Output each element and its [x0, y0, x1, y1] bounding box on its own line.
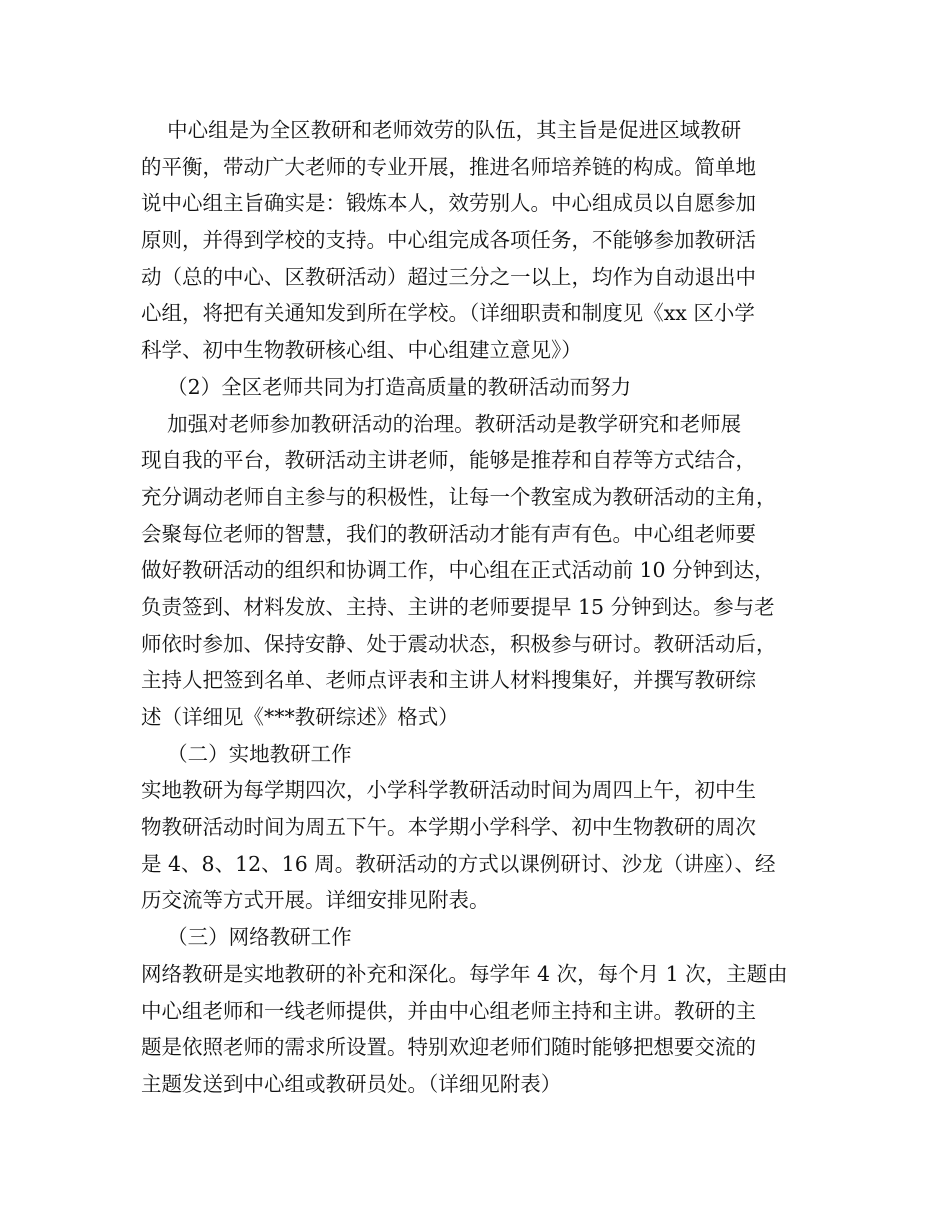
text-line: （2）全区老师共同为打造高质量的教研活动而努力: [141, 374, 632, 399]
text-line: 题是依照老师的需求所设置。特别欢迎老师们随时能够把想要交流的: [141, 1035, 756, 1060]
text-line: 科学、初中生物教研核心组、中心组建立意见》）: [141, 338, 582, 363]
text-line: 历交流等方式开展。详细安排见附表。: [141, 888, 490, 913]
text-line: 网络教研是实地教研的补充和深化。每学年 4 次，每个月 1 次，主题由: [141, 961, 788, 986]
text-line: 是 4、8、12、16 周。教研活动的方式以课例研讨、沙龙（讲座）、经: [141, 851, 776, 876]
text-line: 述（详细见《***教研综述》格式）: [141, 705, 459, 729]
text-line: 说中心组主旨确实是：锻炼本人，效劳别人。中心组成员以自愿参加: [141, 191, 756, 216]
text-line: 实地教研为每学期四次，小学科学教研活动时间为周四上午，初中生: [141, 778, 756, 803]
text-line: 做好教研活动的组织和协调工作，中心组在正式活动前 10 分钟到达，: [141, 558, 775, 583]
document-body: [141, 112, 831, 1103]
text-line: 中心组老师和一线老师提供，并由中心组老师主持和主讲。教研的主: [141, 998, 756, 1023]
text-line: 主题发送到中心组或教研员处。（详细见附表）: [141, 1071, 562, 1096]
text-line: 充分调动老师自主参与的积极性，让每一个教室成为教研活动的主角，: [141, 484, 777, 509]
text-line: 会聚每位老师的智慧，我们的教研活动才能有声有色。中心组老师要: [141, 521, 756, 546]
text-line: 原则，并得到学校的支持。中心组完成各项任务，不能够参加教研活: [141, 228, 756, 253]
text-line: 动（总的中心、区教研活动）超过三分之一以上，均作为自动退出中: [141, 264, 756, 289]
text-line: 的平衡，带动广大老师的专业开展，推进名师培养链的构成。简单地: [141, 154, 756, 179]
text-line: 加强对老师参加教研活动的治理。教研活动是教学研究和老师展: [141, 411, 742, 436]
text-line: （三）网络教研工作: [141, 925, 352, 950]
text-line: 心组，将把有关通知发到所在学校。（详细职责和制度见《xx 区小学: [141, 301, 755, 326]
text-line: 物教研活动时间为周五下午。本学期小学科学、初中生物教研的周次: [141, 815, 756, 840]
text-line: 师依时参加、保持安静、处于震动状态，积极参与研讨。教研活动后，: [141, 631, 777, 656]
text-line: 主持人把签到名单、老师点评表和主讲人材料搜集好，并撰写教研综: [141, 668, 756, 693]
text-line: 现自我的平台，教研活动主讲老师，能够是推荐和自荐等方式结合，: [141, 448, 756, 473]
text-line: 负责签到、材料发放、主持、主讲的老师要提早 15 分钟到达。参与老: [141, 594, 775, 619]
text-line: （二）实地教研工作: [141, 741, 352, 766]
text-line: 中心组是为全区教研和老师效劳的队伍，其主旨是促进区域教研: [141, 118, 742, 142]
